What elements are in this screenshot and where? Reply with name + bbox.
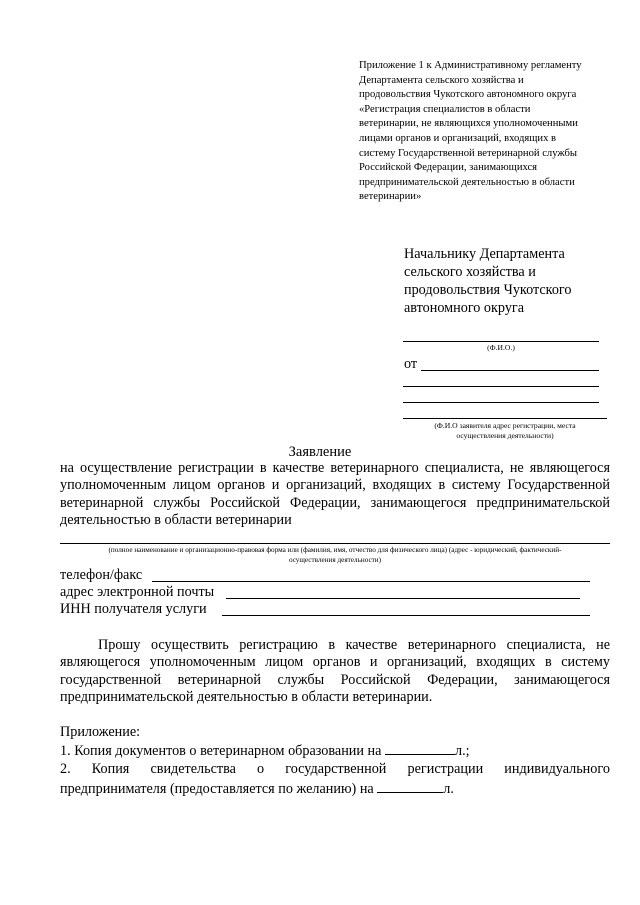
appendix-line: Департамента сельского хозяйства и (359, 74, 524, 86)
request-paragraph (60, 637, 610, 707)
applicant-caption (403, 421, 607, 440)
annex-word: о (257, 761, 265, 778)
annex-item-2-text: предпринимателя (предоставляется по желанию) на (60, 780, 374, 797)
annex-heading: Приложение: (60, 724, 141, 740)
appendix-line: предпринимательской деятельностью в области (359, 176, 575, 188)
fio-caption: (Ф.И.О.) (487, 343, 515, 352)
organization-caption-line: осуществления деятельности) (288, 555, 382, 564)
organization-caption (60, 546, 610, 565)
annex-item-2-line-1 (60, 760, 610, 778)
email-field[interactable] (226, 598, 580, 599)
inn-label: ИНН получателя услуги (60, 601, 207, 617)
phone-fax-field[interactable] (152, 581, 590, 582)
annex-word: регистрации (407, 761, 484, 778)
annex-item-2-suffix: л. (443, 780, 454, 797)
annex-word: индивидуального (504, 761, 610, 778)
application-subject (60, 460, 610, 530)
appendix-line: Российской Федерации, занимающихся (359, 162, 538, 174)
annex-item-1-text: 1. Копия документов о ветеринарном образовании на (60, 743, 382, 760)
addressee-line: сельского хозяйства и (404, 264, 536, 280)
annex-item-2-line-2 (60, 779, 610, 798)
annex-word: свидетельства (150, 761, 236, 778)
document-title: Заявление (288, 444, 352, 460)
phone-fax-label: телефон/факс (60, 567, 143, 583)
annex-item-2-pages-field[interactable] (377, 779, 443, 793)
inn-field[interactable] (222, 615, 590, 616)
annex-item-1-pages-field[interactable] (385, 741, 455, 755)
addressee-line: продовольствия Чукотского (404, 282, 572, 298)
applicant-caption-line: (Ф.И.О заявителя адрес регистрации, места (434, 421, 576, 430)
addressee-line: Начальнику Департамента (404, 246, 565, 262)
fio-line[interactable] (403, 341, 599, 342)
appendix-line: продовольствия Чукотского автономного округа (359, 89, 577, 101)
appendix-line: Приложение 1 к Административному регламенту (359, 60, 582, 71)
annex-word: Копия (91, 761, 130, 778)
request-text: Прошу осуществить регистрацию в качестве ветеринарного специалиста, не являющегося уполномоченным лицом органов и организаций, входящих в систему государственной ветеринарной службы Российской Федерации, занимающегося предпринимательской деятельностью в области ветеринарии. (60, 637, 610, 706)
addressee-block (404, 245, 572, 317)
applicant-line[interactable] (403, 418, 607, 419)
applicant-caption-line: осуществления деятельности) (456, 430, 554, 440)
annex-item-1 (60, 741, 610, 760)
appendix-line: ветеринарии» (359, 191, 422, 203)
from-line[interactable] (421, 370, 599, 371)
appendix-line: «Регистрация специалистов в области (359, 103, 531, 115)
addressee-line: автономного округа (404, 300, 525, 316)
annex-word: государственной (285, 761, 387, 778)
applicant-line[interactable] (403, 402, 599, 403)
subject-text: на осуществление регистрации в качестве ветеринарного специалиста, не являющегося уполномоченным лицом органов и организаций, входящих в систему Государственной ветеринарной службы Российской Федерации, занимающегося предпринимательской деятельностью в области ветеринарии (60, 460, 610, 529)
email-label: адрес электронной почты (60, 584, 215, 600)
appendix-note (359, 59, 619, 205)
appendix-line: лицами органов и организаций, входящих в (359, 132, 557, 144)
annex-item-1-suffix: л.; (454, 743, 470, 760)
appendix-line: систему Государственной ветеринарной службы (359, 147, 578, 159)
organization-line[interactable] (60, 543, 610, 544)
organization-caption-line: (полное наименование и организационно-правовая форма или (фамилия, имя, отчество для физического лица) (адрес - юридический, фактический- (108, 546, 562, 554)
annex-word: 2. (60, 761, 71, 778)
applicant-line[interactable] (403, 386, 599, 387)
appendix-line: ветеринарии, не являющихся уполномоченными (359, 118, 578, 130)
annex-section (60, 723, 610, 798)
from-label: от (404, 356, 418, 372)
